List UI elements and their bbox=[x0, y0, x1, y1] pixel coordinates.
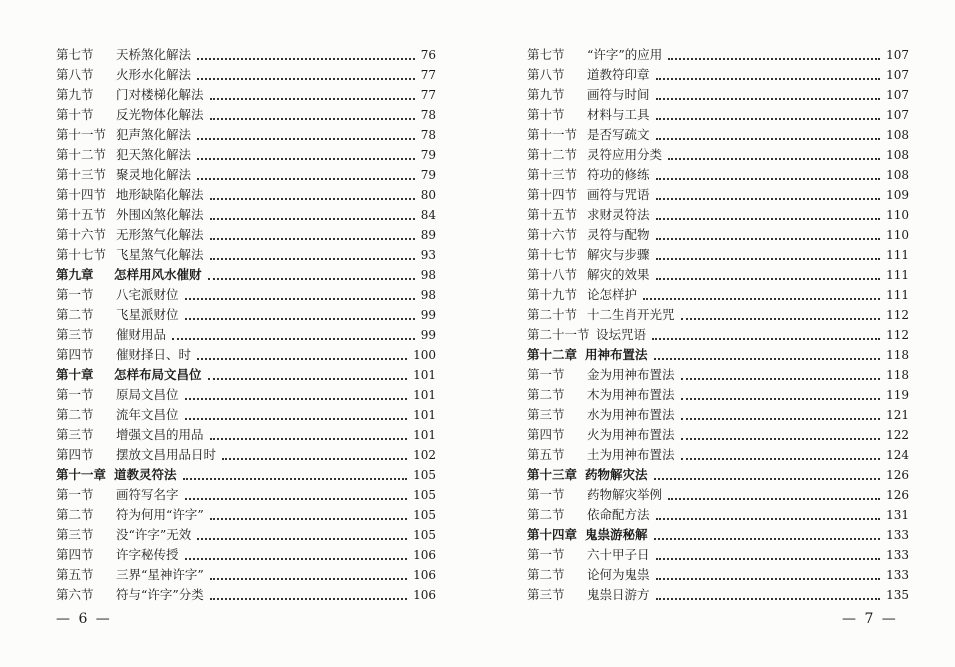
toc-page-number: 107 bbox=[886, 68, 909, 82]
toc-page-number: 108 bbox=[886, 168, 909, 182]
dot-leader bbox=[185, 305, 415, 325]
toc-section-number: 第十三章 bbox=[527, 467, 578, 482]
toc-entry-title: 道教灵符法 bbox=[114, 467, 177, 482]
dot-leader bbox=[681, 385, 880, 405]
toc-page-number: 101 bbox=[413, 368, 436, 382]
toc-section-number: 第三节 bbox=[56, 427, 94, 442]
toc-chapter-row bbox=[56, 365, 436, 385]
dot-leader bbox=[210, 565, 407, 585]
dot-leader bbox=[656, 165, 880, 185]
toc-chapter-row bbox=[56, 465, 436, 485]
page-number-right: — 7 — bbox=[842, 611, 898, 627]
toc-section-number: 第十五节 bbox=[527, 207, 578, 222]
dot-leader bbox=[222, 445, 407, 465]
dot-leader bbox=[185, 285, 415, 305]
toc-section-number: 第二节 bbox=[56, 407, 94, 422]
dot-leader bbox=[652, 325, 880, 345]
dot-leader bbox=[210, 425, 407, 445]
toc-chapter-row bbox=[527, 465, 909, 485]
toc-entry-title: 许字秘传授 bbox=[116, 547, 179, 562]
toc-section-number: 第十节 bbox=[56, 107, 94, 122]
dot-leader bbox=[210, 185, 415, 205]
dot-leader bbox=[668, 45, 880, 65]
toc-entry-title: 论怎样护 bbox=[587, 287, 638, 302]
toc-section-number: 第十七节 bbox=[527, 247, 578, 262]
toc-page-number: 118 bbox=[886, 348, 909, 362]
dot-leader bbox=[210, 585, 407, 605]
toc-entry-row bbox=[56, 565, 436, 585]
toc-entry-title: 解灾与步骤 bbox=[587, 247, 650, 262]
toc-page-number: 110 bbox=[886, 228, 909, 242]
page-number-left: — 6 — bbox=[56, 611, 112, 627]
toc-page-number: 108 bbox=[886, 128, 909, 142]
dot-leader bbox=[185, 385, 407, 405]
toc-section-number: 第八节 bbox=[56, 67, 94, 82]
toc-entry-title: 鬼祟游秘解 bbox=[585, 527, 648, 542]
toc-entry-row bbox=[527, 365, 909, 385]
toc-page-number: 98 bbox=[420, 288, 436, 302]
toc-entry-row bbox=[527, 285, 909, 305]
toc-entry-row bbox=[527, 205, 909, 225]
toc-section-number: 第七节 bbox=[527, 47, 565, 62]
dot-leader bbox=[681, 425, 880, 445]
toc-entry-title: 鬼祟日游方 bbox=[587, 587, 650, 602]
toc-page-number: 93 bbox=[420, 248, 436, 262]
dot-leader bbox=[656, 105, 880, 125]
toc-section-number: 第二节 bbox=[527, 567, 565, 582]
toc-entry-title: 飞星煞气化解法 bbox=[116, 247, 204, 262]
toc-page-number: 118 bbox=[886, 368, 909, 382]
dot-leader bbox=[681, 445, 880, 465]
toc-section-number: 第四节 bbox=[56, 447, 94, 462]
toc-entry-row bbox=[527, 45, 909, 65]
toc-entry-row bbox=[527, 165, 909, 185]
toc-page-number: 101 bbox=[413, 428, 436, 442]
toc-page-number: 77 bbox=[420, 68, 436, 82]
toc-page-number: 106 bbox=[413, 548, 436, 562]
dot-leader bbox=[210, 505, 407, 525]
toc-page-number: 102 bbox=[413, 448, 436, 462]
toc-page-number: 78 bbox=[420, 128, 436, 142]
toc-entry-row bbox=[56, 585, 436, 605]
toc-entry-title: 火形水化解法 bbox=[116, 67, 192, 82]
toc-section-number: 第三节 bbox=[527, 587, 565, 602]
toc-page-number: 110 bbox=[886, 208, 909, 222]
dot-leader bbox=[656, 85, 880, 105]
toc-section-number: 第一节 bbox=[527, 547, 565, 562]
toc-left-column bbox=[56, 45, 436, 605]
toc-page-number: 107 bbox=[886, 88, 909, 102]
dot-leader bbox=[643, 285, 880, 305]
dot-leader bbox=[185, 405, 407, 425]
toc-section-number: 第五节 bbox=[56, 567, 94, 582]
toc-section-number: 第十三节 bbox=[527, 167, 578, 182]
dot-leader bbox=[656, 545, 880, 565]
toc-chapter-row bbox=[527, 345, 909, 365]
toc-entry-title: 原局文昌位 bbox=[116, 387, 179, 402]
toc-page-number: 78 bbox=[420, 108, 436, 122]
toc-section-number: 第十章 bbox=[56, 367, 94, 382]
toc-page-number: 105 bbox=[413, 468, 436, 482]
toc-entry-title: 用神布置法 bbox=[585, 347, 648, 362]
toc-page-number: 89 bbox=[420, 228, 436, 242]
toc-entry-row bbox=[56, 125, 436, 145]
toc-entry-row bbox=[56, 505, 436, 525]
toc-section-number: 第一节 bbox=[527, 367, 565, 382]
dot-leader bbox=[656, 65, 880, 85]
toc-page-number: 99 bbox=[420, 308, 436, 322]
dot-leader bbox=[183, 465, 407, 485]
toc-entry-row bbox=[56, 485, 436, 505]
toc-section-number: 第十九节 bbox=[527, 287, 578, 302]
toc-entry-row bbox=[56, 165, 436, 185]
dot-leader bbox=[197, 65, 415, 85]
toc-entry-row bbox=[527, 225, 909, 245]
toc-section-number: 第二节 bbox=[56, 507, 94, 522]
toc-entry-title: 六十甲子日 bbox=[587, 547, 650, 562]
toc-page-number: 121 bbox=[886, 408, 909, 422]
toc-section-number: 第十二节 bbox=[56, 147, 107, 162]
toc-entry-row bbox=[527, 445, 909, 465]
toc-page-number: 133 bbox=[886, 528, 909, 542]
toc-entry-title: 设坛咒语 bbox=[596, 327, 647, 342]
toc-entry-title: 外围凶煞化解法 bbox=[116, 207, 204, 222]
toc-section-number: 第十一节 bbox=[527, 127, 578, 142]
toc-entry-title: 催财择日、时 bbox=[116, 347, 192, 362]
toc-entry-title: 反光物体化解法 bbox=[116, 107, 204, 122]
dot-leader bbox=[197, 45, 415, 65]
toc-page-number: 133 bbox=[886, 548, 909, 562]
toc-entry-title: 天桥煞化解法 bbox=[116, 47, 192, 62]
toc-page-number: 131 bbox=[886, 508, 909, 522]
toc-entry-title: 材料与工具 bbox=[587, 107, 650, 122]
toc-entry-row bbox=[56, 325, 436, 345]
toc-page-number: 79 bbox=[420, 148, 436, 162]
toc-page-number: 100 bbox=[413, 348, 436, 362]
toc-section-number: 第五节 bbox=[527, 447, 565, 462]
dot-leader bbox=[210, 105, 415, 125]
toc-entry-row bbox=[56, 445, 436, 465]
toc-entry-row bbox=[527, 385, 909, 405]
dot-leader bbox=[656, 585, 880, 605]
toc-entry-row bbox=[56, 545, 436, 565]
toc-page-number: 111 bbox=[886, 288, 909, 302]
toc-page-number: 76 bbox=[420, 48, 436, 62]
toc-entry-title: 三界“星神许字” bbox=[116, 567, 204, 582]
toc-section-number: 第十四节 bbox=[56, 187, 107, 202]
toc-entry-title: 犯天煞化解法 bbox=[116, 147, 192, 162]
toc-section-number: 第十一节 bbox=[56, 127, 107, 142]
toc-entry-row bbox=[527, 505, 909, 525]
toc-section-number: 第二节 bbox=[56, 307, 94, 322]
dot-leader bbox=[656, 265, 880, 285]
toc-entry-row bbox=[527, 305, 909, 325]
toc-section-number: 第十一章 bbox=[56, 467, 107, 482]
toc-section-number: 第二十节 bbox=[527, 307, 578, 322]
dot-leader bbox=[210, 225, 415, 245]
toc-section-number: 第七节 bbox=[56, 47, 94, 62]
dot-leader bbox=[197, 145, 415, 165]
toc-entry-row bbox=[56, 185, 436, 205]
dot-leader bbox=[210, 85, 415, 105]
toc-page-number: 84 bbox=[420, 208, 436, 222]
dot-leader bbox=[681, 405, 880, 425]
toc-entry-row bbox=[527, 65, 909, 85]
toc-entry-title: 聚灵地化解法 bbox=[116, 167, 192, 182]
toc-page-number: 124 bbox=[886, 448, 909, 462]
toc-entry-title: 道教符印章 bbox=[587, 67, 650, 82]
dot-leader bbox=[197, 345, 407, 365]
toc-entry-row bbox=[527, 565, 909, 585]
toc-page-number: 111 bbox=[886, 248, 909, 262]
toc-entry-row bbox=[527, 585, 909, 605]
toc-section-number: 第二十一节 bbox=[527, 327, 590, 342]
toc-entry-title: 画符与咒语 bbox=[587, 187, 650, 202]
dot-leader bbox=[656, 245, 880, 265]
toc-section-number: 第九节 bbox=[56, 87, 94, 102]
toc-page-number: 109 bbox=[886, 188, 909, 202]
toc-entry-title: 木为用神布置法 bbox=[587, 387, 675, 402]
toc-entry-row bbox=[527, 85, 909, 105]
toc-entry-row bbox=[527, 325, 909, 345]
dot-leader bbox=[197, 525, 407, 545]
toc-section-number: 第二节 bbox=[527, 507, 565, 522]
toc-entry-row bbox=[56, 285, 436, 305]
toc-page-number: 108 bbox=[886, 148, 909, 162]
toc-section-number: 第一节 bbox=[56, 387, 94, 402]
dot-leader bbox=[681, 305, 880, 325]
toc-entry-row bbox=[527, 545, 909, 565]
toc-section-number: 第三节 bbox=[56, 527, 94, 542]
toc-page-number: 111 bbox=[886, 268, 909, 282]
dot-leader bbox=[656, 225, 880, 245]
toc-section-number: 第四节 bbox=[527, 427, 565, 442]
toc-section-number: 第十二节 bbox=[527, 147, 578, 162]
dot-leader bbox=[656, 125, 880, 145]
toc-section-number: 第十六节 bbox=[527, 227, 578, 242]
toc-entry-title: 符为何用“许字” bbox=[116, 507, 204, 522]
dot-leader bbox=[654, 525, 880, 545]
toc-entry-row bbox=[56, 225, 436, 245]
toc-section-number: 第四节 bbox=[56, 547, 94, 562]
toc-page-number: 98 bbox=[420, 268, 436, 282]
toc-entry-title: 药物解灾法 bbox=[585, 467, 648, 482]
dot-leader bbox=[197, 125, 415, 145]
toc-section-number: 第九节 bbox=[527, 87, 565, 102]
toc-section-number: 第八节 bbox=[527, 67, 565, 82]
toc-entry-title: 犯声煞化解法 bbox=[116, 127, 192, 142]
dot-leader bbox=[656, 565, 880, 585]
toc-page-number: 126 bbox=[886, 468, 909, 482]
dot-leader bbox=[654, 465, 880, 485]
toc-entry-title: 土为用神布置法 bbox=[587, 447, 675, 462]
toc-entry-title: 摆放文昌用品日时 bbox=[116, 447, 217, 462]
toc-entry-title: 无形煞气化解法 bbox=[116, 227, 204, 242]
toc-section-number: 第四节 bbox=[56, 347, 94, 362]
toc-page-number: 112 bbox=[886, 328, 909, 342]
toc-entry-row bbox=[56, 145, 436, 165]
dot-leader bbox=[656, 185, 880, 205]
toc-page-number: 101 bbox=[413, 408, 436, 422]
toc-section-number: 第一节 bbox=[56, 487, 94, 502]
dot-leader bbox=[208, 365, 407, 385]
toc-entry-title: 是否写疏文 bbox=[587, 127, 650, 142]
toc-entry-row bbox=[56, 385, 436, 405]
toc-entry-title: 火为用神布置法 bbox=[587, 427, 675, 442]
toc-page-number: 107 bbox=[886, 108, 909, 122]
toc-page-number: 105 bbox=[413, 508, 436, 522]
dot-leader bbox=[681, 365, 880, 385]
toc-section-number: 第三节 bbox=[56, 327, 94, 342]
dot-leader bbox=[197, 165, 415, 185]
toc-chapter-row bbox=[527, 525, 909, 545]
toc-page-number: 107 bbox=[886, 48, 909, 62]
toc-entry-title: 地形缺陷化解法 bbox=[116, 187, 204, 202]
toc-entry-row bbox=[56, 205, 436, 225]
dot-leader bbox=[656, 205, 880, 225]
toc-entry-title: 十二生肖开光咒 bbox=[587, 307, 675, 322]
toc-section-number: 第三节 bbox=[527, 407, 565, 422]
toc-entry-row bbox=[56, 45, 436, 65]
toc-page-number: 80 bbox=[420, 188, 436, 202]
toc-page-number: 133 bbox=[886, 568, 909, 582]
toc-section-number: 第十二章 bbox=[527, 347, 578, 362]
toc-page-number: 77 bbox=[420, 88, 436, 102]
toc-page-number: 119 bbox=[886, 388, 909, 402]
toc-entry-row bbox=[527, 485, 909, 505]
toc-entry-title: “许字”的应用 bbox=[587, 47, 663, 62]
dot-leader bbox=[654, 345, 880, 365]
toc-entry-row bbox=[56, 345, 436, 365]
toc-page-number: 106 bbox=[413, 588, 436, 602]
toc-entry-row bbox=[56, 425, 436, 445]
toc-right-column bbox=[527, 45, 909, 605]
toc-section-number: 第十四节 bbox=[527, 187, 578, 202]
toc-entry-title: 怎样用风水催财 bbox=[114, 267, 202, 282]
toc-entry-row bbox=[527, 125, 909, 145]
dot-leader bbox=[208, 265, 415, 285]
toc-entry-title: 门对楼梯化解法 bbox=[116, 87, 204, 102]
toc-entry-title: 八宅派财位 bbox=[116, 287, 179, 302]
toc-section-number: 第十八节 bbox=[527, 267, 578, 282]
toc-entry-title: 增强文昌的用品 bbox=[116, 427, 204, 442]
toc-entry-title: 催财用品 bbox=[116, 327, 167, 342]
toc-entry-row bbox=[56, 305, 436, 325]
dot-leader bbox=[668, 145, 880, 165]
dot-leader bbox=[172, 325, 415, 345]
toc-entry-row bbox=[527, 425, 909, 445]
dot-leader bbox=[210, 245, 415, 265]
toc-section-number: 第二节 bbox=[527, 387, 565, 402]
toc-entry-title: 符与“许字”分类 bbox=[116, 587, 204, 602]
toc-section-number: 第十七节 bbox=[56, 247, 107, 262]
dot-leader bbox=[668, 485, 880, 505]
toc-section-number: 第九章 bbox=[56, 267, 94, 282]
dot-leader bbox=[210, 205, 415, 225]
toc-section-number: 第六节 bbox=[56, 587, 94, 602]
toc-page-number: 105 bbox=[413, 488, 436, 502]
toc-entry-row bbox=[527, 245, 909, 265]
toc-entry-row bbox=[56, 525, 436, 545]
toc-entry-row bbox=[56, 405, 436, 425]
toc-entry-title: 流年文昌位 bbox=[116, 407, 179, 422]
toc-entry-title: 解灾的效果 bbox=[587, 267, 650, 282]
toc-entry-title: 水为用神布置法 bbox=[587, 407, 675, 422]
toc-page-number: 101 bbox=[413, 388, 436, 402]
toc-entry-row bbox=[527, 145, 909, 165]
toc-entry-title: 画符与时间 bbox=[587, 87, 650, 102]
toc-entry-title: 灵符与配物 bbox=[587, 227, 650, 242]
toc-entry-row bbox=[527, 265, 909, 285]
toc-section-number: 第十六节 bbox=[56, 227, 107, 242]
toc-section-number: 第一节 bbox=[56, 287, 94, 302]
toc-entry-title: 灵符应用分类 bbox=[587, 147, 663, 162]
toc-entry-title: 药物解灾举例 bbox=[587, 487, 663, 502]
toc-section-number: 第十五节 bbox=[56, 207, 107, 222]
toc-entry-title: 论何为鬼祟 bbox=[587, 567, 650, 582]
toc-page-number: 99 bbox=[420, 328, 436, 342]
toc-entry-title: 飞星派财位 bbox=[116, 307, 179, 322]
toc-entry-title: 怎样布局文昌位 bbox=[114, 367, 202, 382]
toc-page-number: 79 bbox=[420, 168, 436, 182]
toc-section-number: 第十四章 bbox=[527, 527, 578, 542]
toc-entry-title: 画符写名字 bbox=[116, 487, 179, 502]
toc-entry-title: 金为用神布置法 bbox=[587, 367, 675, 382]
toc-entry-title: 符功的修练 bbox=[587, 167, 650, 182]
toc-section-number: 第十三节 bbox=[56, 167, 107, 182]
toc-entry-row bbox=[56, 245, 436, 265]
dot-leader bbox=[185, 545, 407, 565]
toc-entry-row bbox=[527, 105, 909, 125]
toc-page-number: 112 bbox=[886, 308, 909, 322]
toc-entry-row bbox=[56, 105, 436, 125]
toc-entry-row bbox=[527, 405, 909, 425]
toc-page-number: 106 bbox=[413, 568, 436, 582]
toc-entry-row bbox=[56, 85, 436, 105]
toc-page-number: 126 bbox=[886, 488, 909, 502]
toc-page-number: 105 bbox=[413, 528, 436, 542]
toc-entry-row bbox=[56, 65, 436, 85]
toc-section-number: 第一节 bbox=[527, 487, 565, 502]
toc-section-number: 第十节 bbox=[527, 107, 565, 122]
dot-leader bbox=[656, 505, 880, 525]
toc-page-number: 135 bbox=[886, 588, 909, 602]
toc-entry-title: 没“许字”无效 bbox=[116, 527, 192, 542]
toc-entry-title: 求财灵符法 bbox=[587, 207, 650, 222]
toc-entry-row bbox=[527, 185, 909, 205]
dot-leader bbox=[185, 485, 407, 505]
toc-page-number: 122 bbox=[886, 428, 909, 442]
toc-chapter-row bbox=[56, 265, 436, 285]
toc-entry-title: 依命配方法 bbox=[587, 507, 650, 522]
